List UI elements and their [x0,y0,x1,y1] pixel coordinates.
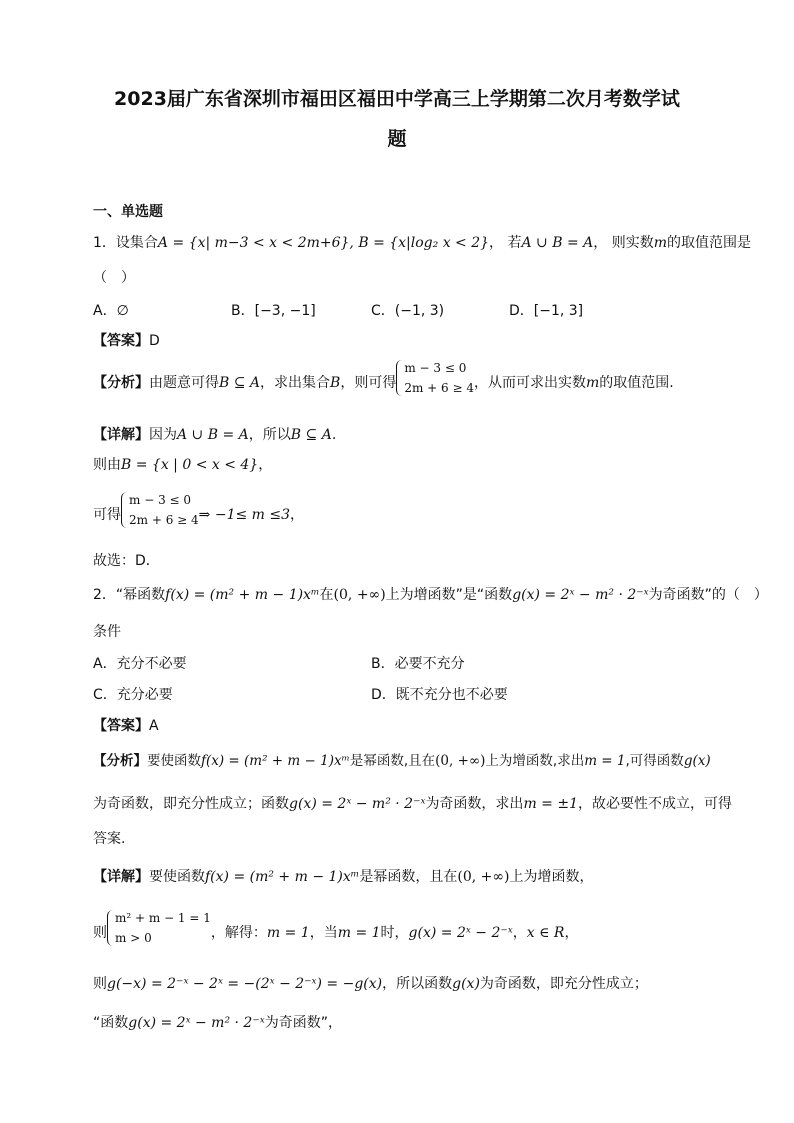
q1-option-d: D．[−1, 3] [509,303,584,319]
q2-analysis-line3: 答案. [93,831,126,847]
q2-detail-line2: 则 m² + m − 1 = 1 m > 0 ，解得：m = 1，当m = 1时，g(x) = 2ˣ − 2⁻ˣ，x ∈ R， [93,918,578,948]
q2-stem-cont: 条件 [93,624,121,640]
q2-detail-line3: 则g(−x) = 2⁻ˣ − 2ˣ = −(2ˣ − 2⁻ˣ) = −g(x)，所以函数g(x)为奇函数，即充分性成立； [93,976,648,992]
q1-paren: （ ） [93,270,135,286]
q2-option-d: D．既不充分也不必要 [371,687,508,703]
q1-detail-line3: 可得 m − 3 ≤ 0 2m + 6 ≥ 4 ⇒ −1≤ m ≤3， [93,500,304,530]
q1-analysis: 【分析】由题意可得B ⊆ A，求出集合B，则可得 m − 3 ≤ 0 2m + 6 ≥ 4 ，从而可求出实数m的取值范围. [93,368,674,398]
q2-option-b: B．必要不充分 [371,656,465,672]
q2-detail: 【详解】要使函数f(x) = (m² + m − 1)xᵐ是幂函数，且在(0, +∞)上为增函数， [93,869,594,885]
q2-detail-line4: “函数g(x) = 2ˣ − m² · 2⁻ˣ为奇函数”， [93,1015,342,1031]
q2-analysis-line2: 为奇函数，即充分性成立；函数g(x) = 2ˣ − m² · 2⁻ˣ为奇函数，求出m = ±1，故必要性不成立，可得 [93,796,732,812]
q2-analysis: 【分析】要使函数f(x) = (m² + m − 1)xᵐ是幂函数,且在(0, +∞)上为增函数,求出m = 1,可得函数g(x) [93,753,711,769]
paper-title-cont: 题 [387,128,407,150]
q1-option-c: C．(−1, 3) [371,303,445,319]
q2-answer: 【答案】A [93,718,159,734]
q1-choose: 故选：D． [93,553,160,569]
section-heading: 一、单选题 [93,204,163,220]
paper-title: 2023届广东省深圳市福田区福田中学高三上学期第二次月考数学试 [114,88,680,110]
q1-answer: 【答案】D [93,333,160,349]
q2-option-a: A．充分不必要 [93,656,187,672]
q1-option-a: A．∅ [93,303,129,319]
q1-detail-line2: 则由B = {x | 0 < x < 4}， [93,457,273,473]
q1-stem: 1．设集合A = {x| m−3 < x < 2m+6}, B = {x|log₂ x < 2}， 若A ∪ B = A， 则实数m的取值范围是 [93,235,752,251]
q2-option-c: C．充分必要 [93,687,173,703]
q1-option-b: B．[−3, −1] [231,303,316,319]
q1-detail: 【详解】因为A ∪ B = A，所以B ⊆ A. [93,427,337,443]
q2-stem: 2．“幂函数f(x) = (m² + m − 1)xᵐ在(0, +∞)上为增函数”是“函数g(x) = 2ˣ − m² · 2⁻ˣ为奇函数”的（ ） [93,587,768,603]
